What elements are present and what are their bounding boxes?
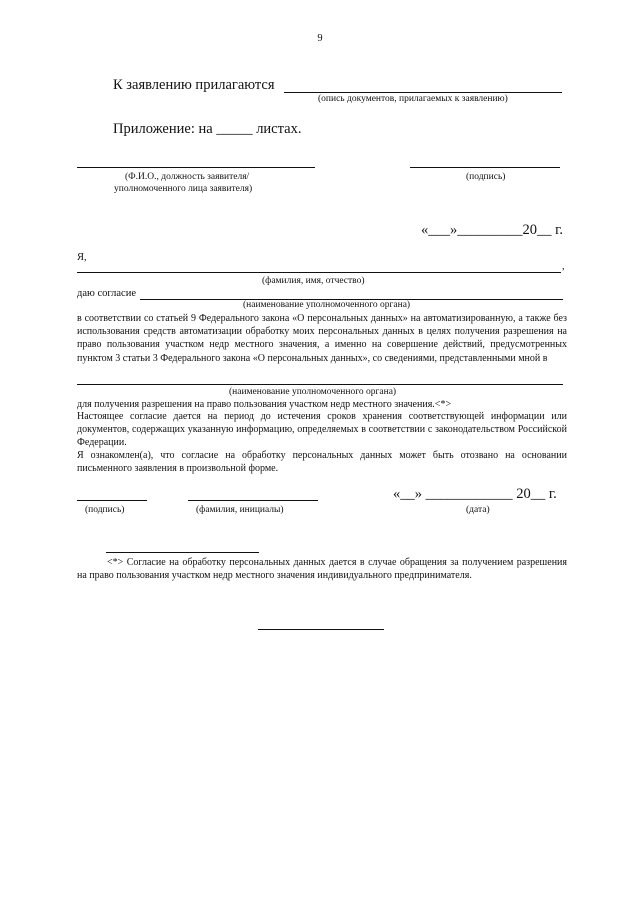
date-2-year: 20__ [516,486,546,502]
consent-signature-hint: (подпись) [85,505,125,515]
appendix-prefix: Приложение: на [113,121,213,137]
end-divider [258,629,384,630]
date-1 [421,222,563,239]
organ-line-2 [77,384,563,385]
attachments-label: К заявлению прилагаются [113,77,275,93]
applicant-signature-line [410,167,560,168]
date-1-year-suffix: г. [555,222,564,238]
appendix-line [113,121,301,138]
fio-hint: (фамилия, имя, отчество) [262,276,365,286]
consent-i: Я, [77,252,87,263]
attachments-hint: (опись документов, прилагаемых к заявлению) [318,94,508,104]
page-number: 9 [317,33,323,44]
consent-acknowledged: Я ознакомлен(а), что согласие на обработку персональных данных может быть отозвано на основании письменного заявления в произвольной форме. [77,450,567,475]
footnote-text: <*> Согласие на обработку персональных данных дается в случае обращения за получением разрешения на право пользования участком недр местного значения индивидуального предпринимателя. [77,557,567,582]
footnote-separator [106,552,259,553]
applicant-signature-hint: (подпись) [466,172,506,182]
date-2-day: __ [400,486,415,502]
appendix-suffix: листах. [256,121,302,137]
fio-line [77,272,561,273]
appendix-blank: _____ [216,121,253,137]
date-1-close-quote: » [450,222,458,238]
applicant-name-hint-2: уполномоченного лица заявителя) [114,184,253,194]
date-1-day: ___ [428,222,450,238]
organ-hint-2: (наименование уполномоченного органа) [229,387,397,397]
date-1-year: 20__ [522,222,552,238]
consent-paragraph: в соответствии со статьей 9 Федерального закона «О персональных данных» на автоматизированную, а также без использования средств автоматизации обработку моих персональных данных в целях получения разрешения на право пользования участком недр местного значения, а именно на совершение действий, предусмотренных пунктом 3 статьи 3 Федерального закона «О персональных данных», со сведениями, представленными мной в [77,313,567,364]
consent-signature-line [77,500,147,501]
consent-date-hint: (дата) [466,505,490,515]
date-1-open-quote: « [421,222,429,238]
applicant-name-line [77,167,315,168]
date-2-open-quote: « [393,486,401,502]
applicant-name-hint-1: (Ф.И.О., должность заявителя/ [125,172,250,182]
consent-period: Настоящее согласие дается на период до истечения сроков хранения соответствующей информации или документов, содержащих указанную информацию, определяемых в соответствии с законодательством Российской Федерации. [77,411,567,449]
attachments-line [284,92,562,93]
date-2-month: ____________ [425,486,513,502]
organ-hint-1: (наименование уполномоченного органа) [243,300,411,310]
consent-purpose: для получения разрешения на право пользования участком недр местного значения.<*> [77,399,452,410]
consent-initials-line [188,500,318,501]
date-2-close-quote: » [414,486,422,502]
date-2 [393,486,557,503]
consent-initials-hint: (фамилия, инициалы) [196,505,284,515]
date-1-month: _________ [457,222,523,238]
date-2-year-suffix: г. [548,486,557,502]
give-consent-label: даю согласие [77,288,136,299]
fio-comma: , [562,261,565,272]
